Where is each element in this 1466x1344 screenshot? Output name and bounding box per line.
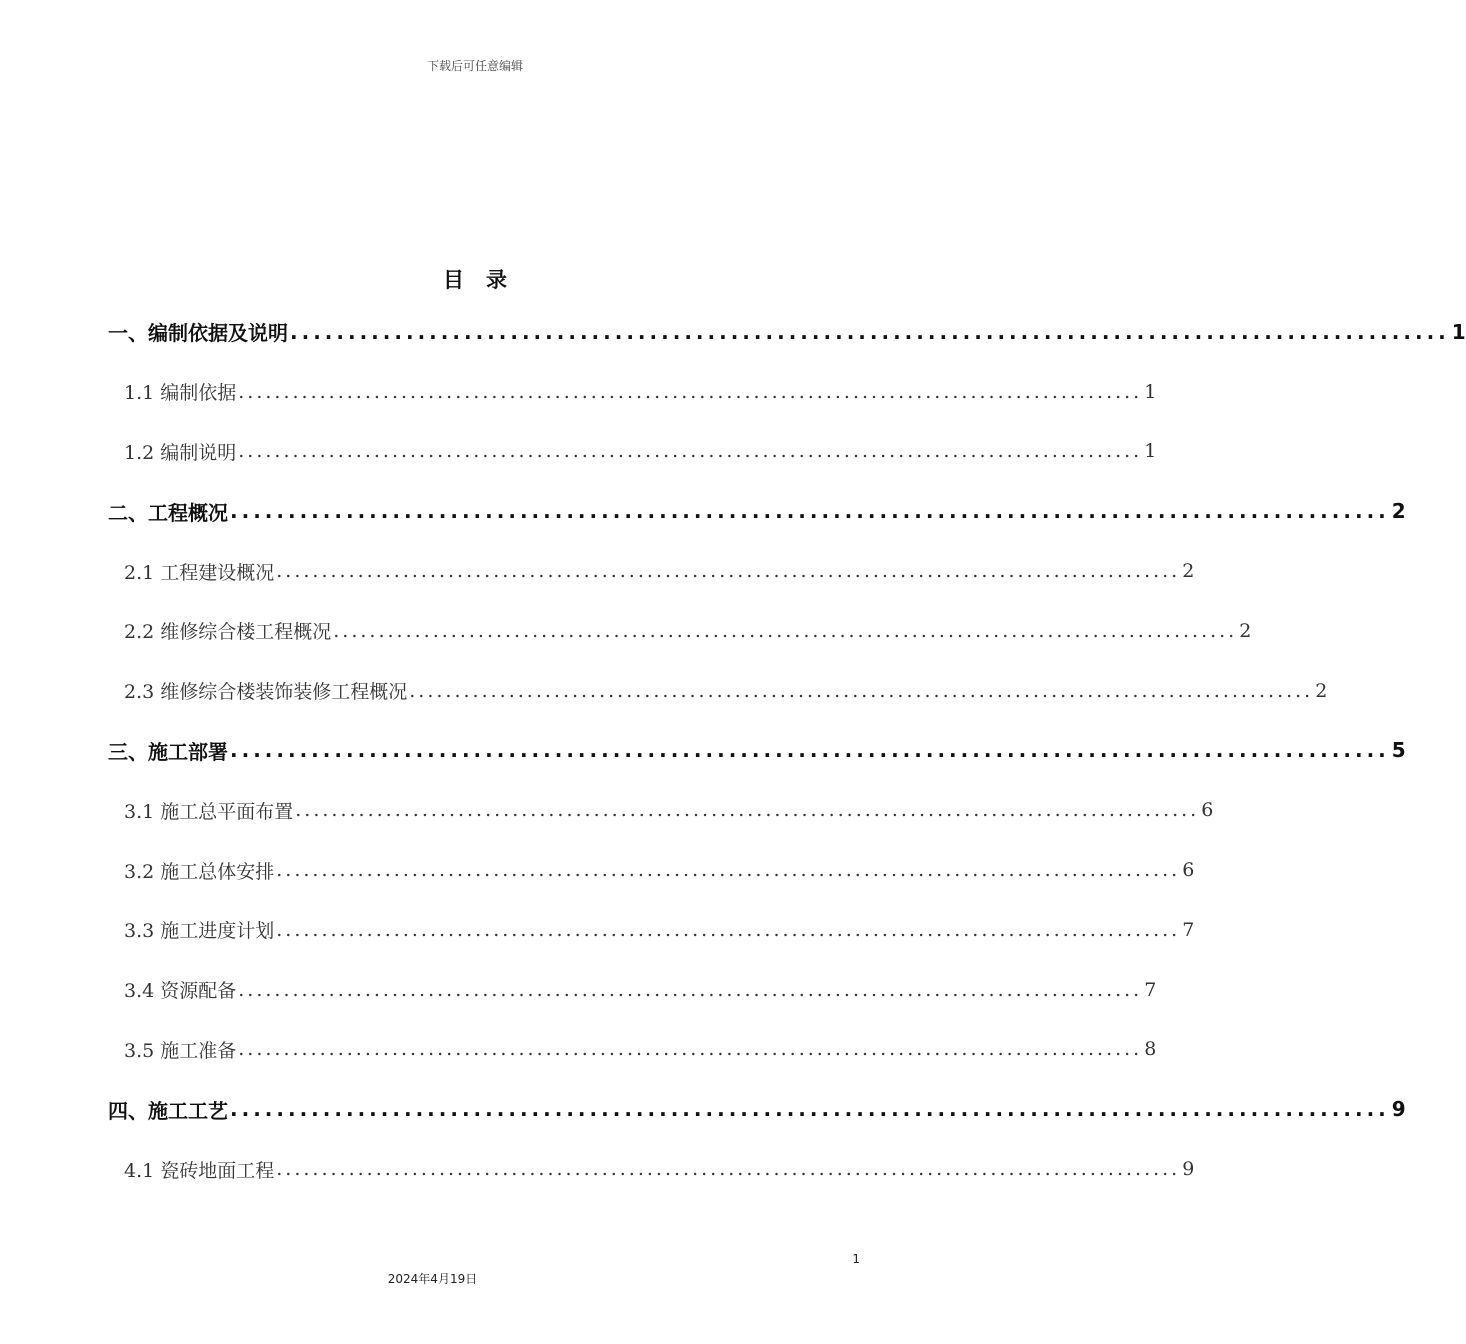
toc-entry[interactable] bbox=[108, 422, 1157, 482]
toc-entry-page: 1 bbox=[1144, 380, 1157, 403]
toc-entry-label: 1.1 编制依据 bbox=[124, 382, 237, 405]
dot-leader: .................................................................................................... bbox=[276, 918, 1181, 941]
toc-entry-page: 9 bbox=[1391, 1097, 1406, 1122]
toc-entry-page: 1 bbox=[1451, 319, 1466, 344]
toc-entry-page: 5 bbox=[1391, 738, 1406, 763]
toc-entry-label: 二、工程概况 bbox=[108, 500, 228, 525]
toc-entry[interactable] bbox=[108, 362, 1157, 422]
toc-entry-label: 2.1 工程建设概况 bbox=[124, 561, 275, 584]
toc-entry[interactable] bbox=[108, 481, 1406, 541]
dot-leader: .................................................................................................... bbox=[409, 679, 1314, 702]
toc-entry-label: 四、施工工艺 bbox=[108, 1098, 228, 1123]
toc-entry[interactable] bbox=[108, 1139, 1195, 1199]
table-of-contents bbox=[108, 302, 1466, 1199]
toc-entry[interactable] bbox=[108, 661, 1328, 721]
toc-entry[interactable] bbox=[108, 1079, 1406, 1139]
toc-entry-label: 1.2 编制说明 bbox=[124, 441, 237, 464]
toc-entry-page: 7 bbox=[1144, 978, 1157, 1001]
toc-entry-page: 2 bbox=[1182, 560, 1195, 583]
toc-entry-page: 8 bbox=[1144, 1038, 1157, 1061]
toc-entry[interactable] bbox=[108, 960, 1157, 1020]
toc-entry-page: 2 bbox=[1315, 679, 1328, 702]
toc-entry-label: 3.3 施工进度计划 bbox=[124, 920, 275, 943]
toc-entry-label: 3.1 施工总平面布置 bbox=[124, 800, 294, 823]
toc-entry[interactable] bbox=[108, 840, 1195, 900]
dot-leader: .................................................................................................... bbox=[290, 319, 1450, 344]
toc-entry-page: 9 bbox=[1182, 1158, 1195, 1181]
toc-entry-label: 2.2 维修综合楼工程概况 bbox=[124, 621, 332, 644]
dot-leader: .................................................................................................... bbox=[276, 859, 1181, 882]
page-number: 1 bbox=[852, 1252, 860, 1266]
dot-leader: .................................................................................................... bbox=[238, 1038, 1143, 1061]
toc-entry[interactable] bbox=[108, 900, 1195, 960]
toc-entry[interactable] bbox=[108, 302, 1466, 362]
toc-entry-label: 3.4 资源配备 bbox=[124, 980, 237, 1003]
dot-leader: .................................................................................................... bbox=[295, 799, 1200, 822]
toc-entry-page: 6 bbox=[1201, 799, 1214, 822]
toc-entry[interactable] bbox=[108, 721, 1406, 781]
toc-entry-page: 7 bbox=[1182, 918, 1195, 941]
toc-entry[interactable] bbox=[108, 541, 1195, 601]
toc-entry-label: 一、编制依据及说明 bbox=[108, 321, 288, 346]
header-note: 下载后可任意编辑 bbox=[426, 59, 523, 73]
dot-leader: .................................................................................................... bbox=[276, 560, 1181, 583]
toc-entry-label: 3.2 施工总体安排 bbox=[124, 860, 275, 883]
toc-entry-label: 三、施工部署 bbox=[108, 739, 228, 764]
toc-entry-label: 3.5 施工准备 bbox=[124, 1039, 237, 1062]
dot-leader: .................................................................................................... bbox=[238, 440, 1143, 463]
toc-entry[interactable] bbox=[108, 1020, 1157, 1080]
dot-leader: .................................................................................................... bbox=[230, 738, 1390, 763]
footer-date: 2024年4月19日 bbox=[387, 1272, 478, 1286]
toc-entry-label: 2.3 维修综合楼装饰装修工程概况 bbox=[124, 681, 408, 704]
dot-leader: .................................................................................................... bbox=[238, 978, 1143, 1001]
toc-entry-label: 4.1 瓷砖地面工程 bbox=[124, 1159, 275, 1182]
dot-leader: .................................................................................................... bbox=[230, 1097, 1390, 1122]
dot-leader: .................................................................................................... bbox=[276, 1158, 1181, 1181]
dot-leader: .................................................................................................... bbox=[238, 380, 1143, 403]
toc-entry-page: 2 bbox=[1391, 499, 1406, 524]
toc-entry[interactable] bbox=[108, 780, 1214, 840]
toc-entry-page: 6 bbox=[1182, 859, 1195, 882]
toc-entry[interactable] bbox=[108, 601, 1252, 661]
toc-title: 目录 bbox=[443, 268, 529, 292]
toc-entry-page: 1 bbox=[1144, 440, 1157, 463]
dot-leader: .................................................................................................... bbox=[333, 619, 1238, 642]
dot-leader: .................................................................................................... bbox=[230, 499, 1390, 524]
toc-entry-page: 2 bbox=[1239, 619, 1252, 642]
